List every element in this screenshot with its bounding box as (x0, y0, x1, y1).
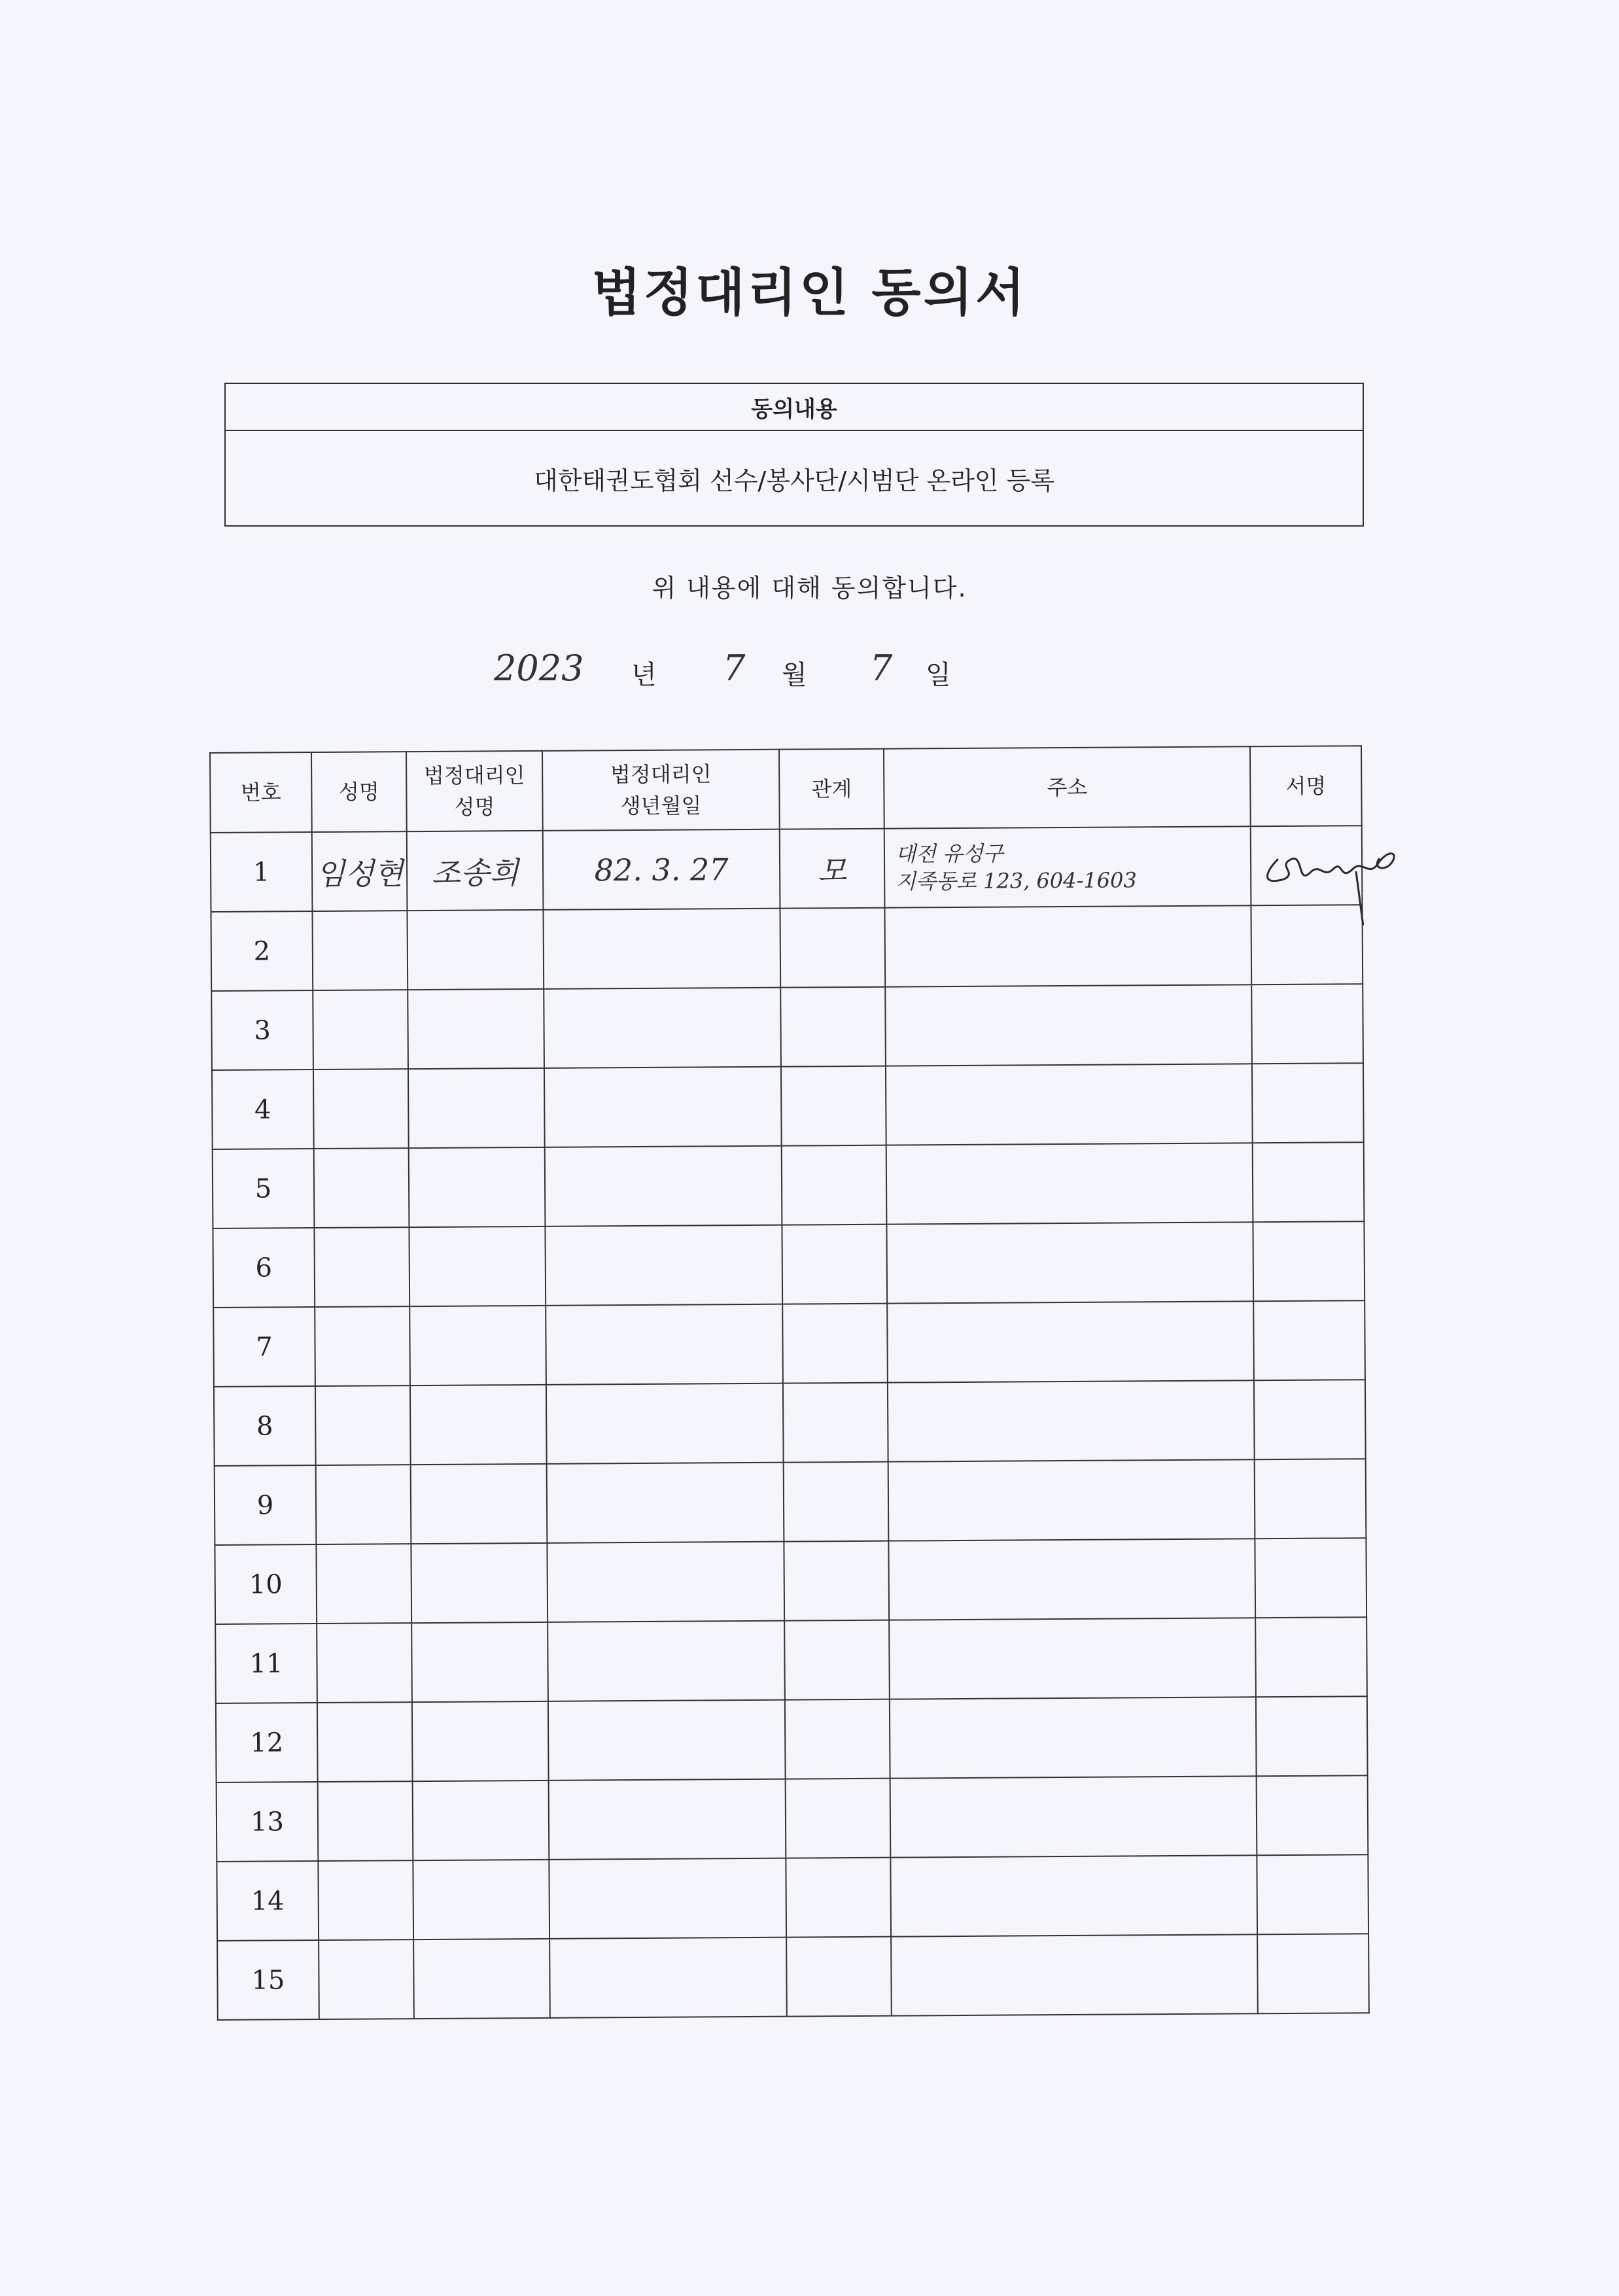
row-relation (786, 1937, 892, 2017)
row-number: 15 (217, 1940, 319, 2020)
row-address (888, 1539, 1255, 1620)
row-guardian-name (409, 1226, 546, 1306)
row-name (316, 1544, 411, 1624)
row-name (318, 1781, 413, 1861)
row-signature (1252, 1063, 1364, 1143)
row-guardian-birth-handwritten: 82. 3. 27 (543, 829, 780, 910)
row-signature (1257, 1934, 1369, 2013)
table-row (213, 1142, 1365, 1228)
row-name (317, 1702, 413, 1782)
row-signature (1253, 1142, 1365, 1222)
row-guardian-name (413, 1939, 550, 2019)
row-guardian-birth (549, 1938, 787, 2018)
row-name (312, 911, 408, 990)
row-name (313, 990, 408, 1070)
table-row (216, 1696, 1368, 1783)
row-signature (1257, 1775, 1368, 1855)
date-year-unit: 년 (631, 660, 657, 690)
header-guardian-birth-line1: 법정대리인 (610, 761, 712, 788)
row-guardian-birth (547, 1542, 784, 1622)
row-guardian-name (411, 1622, 548, 1702)
row-signature (1257, 1854, 1368, 1934)
row-guardian-birth (545, 1146, 782, 1226)
table-row (213, 1221, 1365, 1308)
row-number: 13 (217, 1782, 319, 1862)
row-relation (786, 1858, 891, 1938)
row-guardian-birth (549, 1779, 786, 1860)
row-relation (784, 1620, 890, 1700)
header-number: 번호 (210, 752, 312, 833)
row-name (317, 1623, 412, 1703)
row-guardian-birth (544, 1067, 782, 1147)
document-title: 법정대리인 동의서 (591, 264, 1028, 322)
row-name (315, 1385, 411, 1465)
date-day-unit: 일 (926, 660, 951, 690)
row-signature (1251, 984, 1363, 1064)
header-address: 주소 (884, 746, 1251, 828)
handwritten-signature (1258, 833, 1409, 931)
row-address (884, 905, 1251, 986)
consent-content-header: 동의내용 (226, 384, 1363, 431)
row-signature (1256, 1696, 1368, 1776)
date-year-handwritten: 2023 (494, 648, 584, 689)
row-guardian-name (410, 1385, 547, 1465)
table-row (213, 1300, 1365, 1387)
header-signature: 서명 (1250, 746, 1362, 826)
table-row (217, 1854, 1368, 1941)
row-relation (782, 1225, 887, 1304)
row-number: 9 (215, 1465, 317, 1545)
row-name (314, 1148, 409, 1228)
row-relation (782, 1304, 888, 1383)
table-header-row (210, 746, 1362, 833)
table-row (211, 984, 1363, 1070)
row-address-line1: 대전 유성구 (895, 841, 1003, 867)
date-month-unit: 월 (782, 660, 807, 690)
row-guardian-name (412, 1701, 549, 1781)
row-signature (1255, 1617, 1367, 1697)
consent-content-body: 대한태권도협회 선수/봉사단/시범단 온라인 등록 (533, 466, 1054, 495)
row-address (890, 1855, 1257, 1936)
row-guardian-birth (544, 988, 781, 1068)
table-row (215, 1617, 1367, 1703)
row-guardian-name (413, 1860, 549, 1939)
row-number: 2 (211, 911, 313, 991)
row-relation (785, 1699, 890, 1779)
row-signature (1255, 1538, 1367, 1618)
row-address-handwritten (884, 826, 1251, 907)
row-guardian-birth (545, 1225, 782, 1306)
row-guardian-birth (549, 1858, 786, 1939)
row-signature (1253, 1300, 1365, 1380)
row-signature (1255, 1459, 1367, 1539)
row-address (891, 1934, 1258, 2015)
row-address (886, 1143, 1253, 1224)
row-relation (781, 1066, 886, 1146)
row-address (888, 1459, 1255, 1540)
table-row (215, 1538, 1367, 1624)
row-address (890, 1697, 1257, 1778)
row-number: 11 (215, 1624, 317, 1703)
row-address (886, 1222, 1253, 1303)
row-address (890, 1776, 1257, 1857)
row-number: 12 (216, 1703, 318, 1783)
table-row (215, 1459, 1367, 1545)
row-guardian-name (409, 1147, 546, 1227)
row-number: 8 (214, 1386, 316, 1466)
header-name: 성명 (311, 752, 407, 832)
row-guardian-name-handwritten: 조송희 (407, 831, 544, 911)
row-name (313, 1069, 409, 1149)
table-row (212, 1063, 1364, 1149)
row-relation (786, 1779, 891, 1858)
row-name (314, 1227, 409, 1307)
row-guardian-birth (546, 1383, 784, 1464)
header-guardian-name-line2: 성명 (454, 794, 495, 820)
row-guardian-birth (547, 1463, 784, 1543)
row-address (887, 1301, 1254, 1382)
row-number: 1 (211, 832, 313, 912)
table-row (217, 1775, 1368, 1862)
row-relation (783, 1383, 888, 1463)
row-relation (784, 1462, 889, 1542)
row-signature (1254, 1380, 1366, 1459)
row-name (316, 1465, 411, 1544)
row-name-handwritten: 임성현 (312, 831, 408, 911)
row-name (319, 1939, 414, 2019)
date-month-handwritten: 7 (723, 648, 746, 689)
row-guardian-birth (546, 1304, 783, 1385)
row-address-line2: 지족동로 123, 604-1603 (896, 867, 1137, 894)
row-guardian-birth (548, 1621, 785, 1701)
row-relation (780, 987, 886, 1067)
agreement-statement: 위 내용에 대해 동의합니다. (652, 574, 967, 602)
row-guardian-birth (543, 909, 780, 989)
row-guardian-name (411, 1543, 548, 1623)
consent-content-box (224, 383, 1364, 527)
row-name (315, 1306, 410, 1386)
row-guardian-name (411, 1464, 548, 1544)
header-guardian-birth-line2: 생년월일 (620, 793, 702, 819)
row-guardian-name (408, 989, 544, 1069)
row-guardian-name (413, 1781, 549, 1860)
row-number: 7 (213, 1307, 315, 1387)
row-number: 14 (217, 1861, 319, 1941)
row-number: 10 (215, 1544, 317, 1624)
row-signature (1253, 1221, 1365, 1301)
row-guardian-birth (548, 1700, 786, 1781)
row-guardian-name (408, 1068, 545, 1148)
table-row (214, 1380, 1366, 1466)
header-guardian-birth (542, 750, 780, 831)
table-row (211, 905, 1363, 991)
row-relation (782, 1145, 887, 1225)
row-number: 6 (213, 1228, 315, 1308)
row-relation (784, 1541, 889, 1621)
row-guardian-name (407, 910, 544, 990)
header-guardian-name-line1: 법정대리인 (423, 763, 525, 788)
row-guardian-name (409, 1306, 546, 1385)
row-number: 3 (211, 990, 313, 1070)
date-day-handwritten: 7 (870, 648, 893, 689)
guardian-consent-table (209, 745, 1368, 2002)
row-name (318, 1860, 413, 1940)
row-number: 5 (213, 1149, 315, 1228)
date-line (0, 648, 1619, 700)
row-relation (780, 908, 885, 988)
row-signature-cell (1251, 826, 1363, 905)
row-relation-handwritten: 모 (780, 829, 885, 909)
row-address (889, 1618, 1256, 1699)
row-number: 4 (212, 1070, 314, 1149)
row-address (886, 1064, 1253, 1145)
table-row (217, 1934, 1369, 2020)
table-row (211, 826, 1363, 912)
row-address (888, 1380, 1255, 1461)
header-guardian-name (406, 751, 543, 831)
header-relation: 관계 (779, 749, 884, 829)
row-address (885, 984, 1252, 1066)
